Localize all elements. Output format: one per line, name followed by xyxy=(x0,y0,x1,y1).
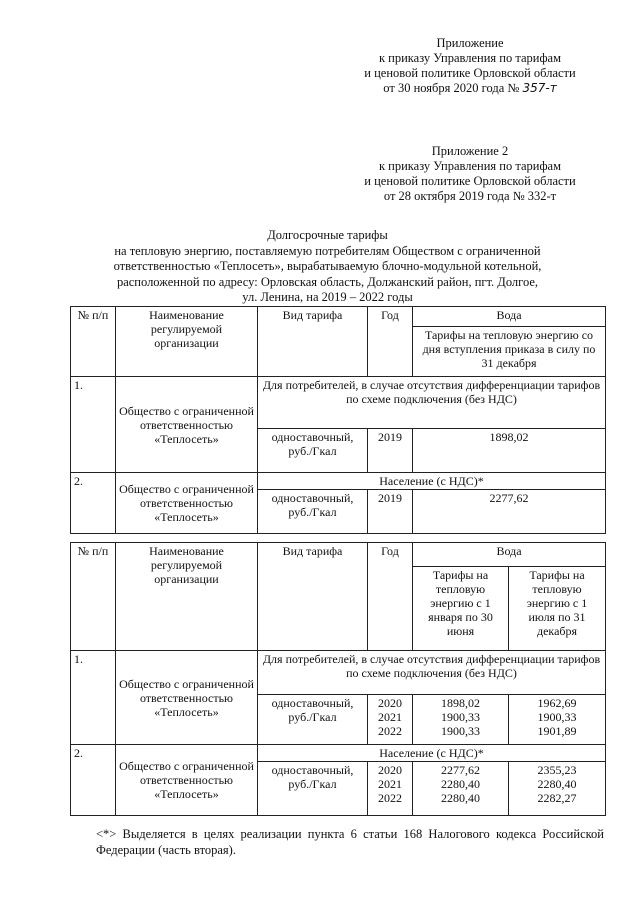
row-values-h1: 1898,02 1900,33 1900,33 xyxy=(413,695,509,745)
row-years: 2020 2021 2022 xyxy=(368,762,413,816)
footnote: <*> Выделяется в целях реализации пункта 6 статьи 168 Налогового кодекса Российской Федерации (часть вторая). xyxy=(96,827,604,857)
appendix-label: Приложение xyxy=(436,36,504,50)
row-tariff-type: одноставочный, руб./Гкал xyxy=(258,695,368,745)
header-tariff-type: Вид тарифа xyxy=(258,307,368,377)
row-values-h2: 2355,23 2280,40 2282,27 xyxy=(509,762,606,816)
row-org: Общество с ограниченной ответственностью «Теплосеть» xyxy=(116,651,258,745)
appendix-label: Приложение 2 xyxy=(431,144,509,158)
row-num: 2. xyxy=(71,473,116,534)
row-values-h1: 2277,62 2280,40 2280,40 xyxy=(413,762,509,816)
header-org: Наименование регулируемой организации xyxy=(116,307,258,377)
appendix-authority: и ценовой политике Орловской области xyxy=(364,66,576,80)
tariff-table-2020-2022 xyxy=(70,542,606,816)
row-tariff-type: одноставочный, руб./Гкал xyxy=(258,762,368,816)
title-line: на тепловую энергию, поставляемую потребителям Обществом с ограниченной xyxy=(114,243,541,258)
title-line: ответственностью «Теплосеть», вырабатываемую блочно-модульной котельной, xyxy=(113,259,542,273)
row-org: Общество с ограниченной ответственностью «Теплосеть» xyxy=(116,377,258,473)
table-header-row xyxy=(71,543,606,567)
table-row xyxy=(71,651,606,695)
header-period-1: Тарифы на тепловую энергию с 1 января по 30 июня xyxy=(413,567,509,651)
tariff-table-2019 xyxy=(70,306,606,534)
row-num: 1. xyxy=(71,651,116,745)
appendix-header-current xyxy=(330,36,610,96)
row-group: Для потребителей, в случае отсутствия дифференциации тарифов по схеме подключения (без НДС) xyxy=(258,651,606,695)
document-title xyxy=(70,228,585,306)
appendix-order-ref: к приказу Управления по тарифам xyxy=(378,159,562,173)
header-year: Год xyxy=(368,543,413,651)
appendix-date: от 28 октября 2019 года № 332-т xyxy=(383,189,557,203)
header-org: Наименование регулируемой организации xyxy=(116,543,258,651)
appendix-order-ref: к приказу Управления по тарифам xyxy=(378,51,562,65)
header-water: Вода xyxy=(413,307,606,327)
header-num: № п/п xyxy=(71,307,116,377)
title-line: расположенной по адресу: Орловская область, Должанский район, пгт. Долгое, xyxy=(116,274,539,289)
table-header-row xyxy=(71,307,606,327)
appendix-header-original xyxy=(330,144,610,204)
header-period-2: Тарифы на тепловую энергию с 1 июля по 31 декабря xyxy=(509,567,606,651)
title-line: ул. Ленина, на 2019 – 2022 годы xyxy=(242,290,413,304)
row-tariff-type: одноставочный, руб./Гкал xyxy=(258,490,368,534)
header-num: № п/п xyxy=(71,543,116,651)
header-water-sub: Тарифы на тепловую энергию со дня вступления приказа в силу по 31 декабря xyxy=(413,327,606,377)
table-row xyxy=(71,745,606,762)
row-group: Население (с НДС)* xyxy=(258,745,606,762)
header-tariff-type: Вид тарифа xyxy=(258,543,368,651)
row-year: 2019 xyxy=(368,490,413,534)
header-water: Вода xyxy=(413,543,606,567)
row-values-h2: 1962,69 1900,33 1901,89 xyxy=(509,695,606,745)
row-value: 2277,62 xyxy=(413,490,606,534)
appendix-authority: и ценовой политике Орловской области xyxy=(364,174,576,188)
row-group: Для потребителей, в случае отсутствия дифференциации тарифов по схеме подключения (без НДС) xyxy=(258,377,606,429)
row-tariff-type: одноставочный, руб./Гкал xyxy=(258,429,368,473)
row-org: Общество с ограниченной ответственностью «Теплосеть» xyxy=(116,473,258,534)
row-num: 1. xyxy=(71,377,116,473)
appendix-date: от 30 ноября 2020 года № xyxy=(383,81,520,95)
row-value: 1898,02 xyxy=(413,429,606,473)
header-year: Год xyxy=(368,307,413,377)
row-num: 2. xyxy=(71,745,116,816)
row-years: 2020 2021 2022 xyxy=(368,695,413,745)
row-year: 2019 xyxy=(368,429,413,473)
table-row xyxy=(71,473,606,490)
row-group: Население (с НДС)* xyxy=(258,473,606,490)
title-line: Долгосрочные тарифы xyxy=(267,228,388,242)
table-row xyxy=(71,377,606,429)
appendix-date-line xyxy=(330,81,610,96)
handwritten-order-number: 357-т xyxy=(522,81,557,95)
row-org: Общество с ограниченной ответственностью «Теплосеть» xyxy=(116,745,258,816)
